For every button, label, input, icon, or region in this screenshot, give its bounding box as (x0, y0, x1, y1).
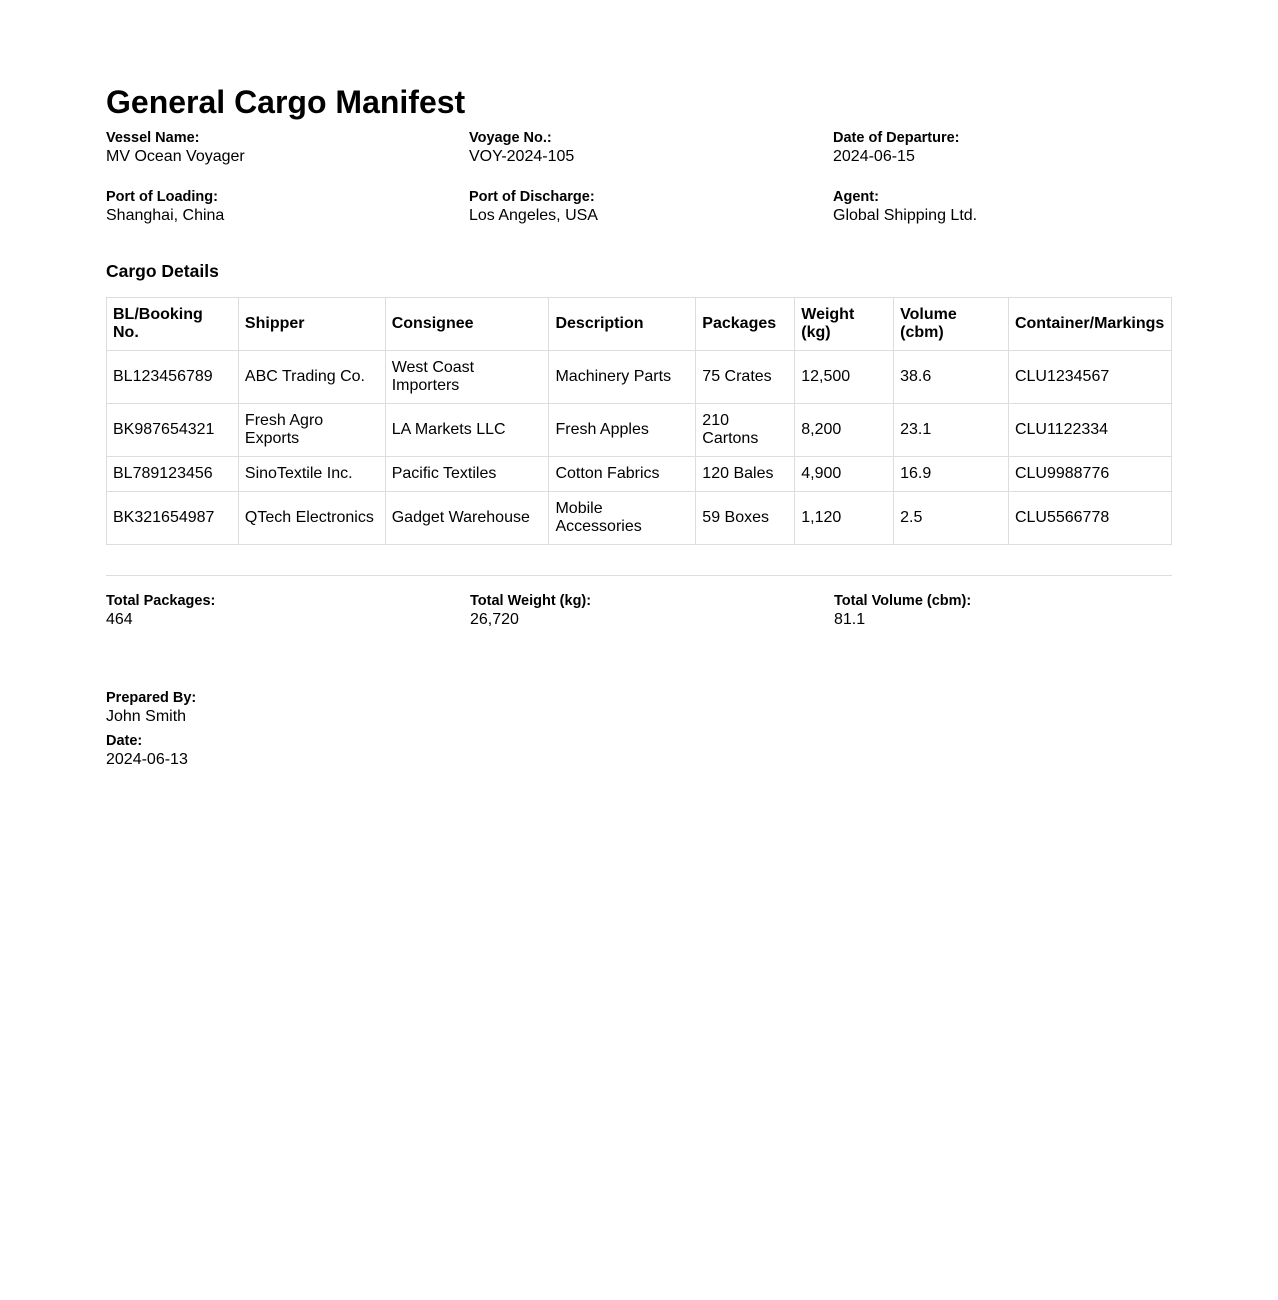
total-packages (106, 592, 470, 629)
table-cell: 210 Cartons (696, 404, 795, 457)
table-cell: Machinery Parts (549, 351, 696, 404)
table-cell: Mobile Accessories (549, 492, 696, 545)
total-value: 464 (106, 611, 133, 628)
table-cell: 1,120 (795, 492, 894, 545)
column-header: Container/Markings (1008, 298, 1171, 351)
table-row (107, 457, 1172, 492)
column-header: BL/Booking No. (107, 298, 239, 351)
table-cell: West Coast Importers (385, 351, 549, 404)
column-header: Description (549, 298, 696, 351)
prepared-by (106, 689, 1172, 726)
voyage-info (106, 129, 1172, 247)
table-cell: Gadget Warehouse (385, 492, 549, 545)
table-cell: 120 Bales (696, 457, 795, 492)
table-cell: BK321654987 (107, 492, 239, 545)
field-value: Shanghai, China (106, 207, 225, 224)
table-cell: Pacific Textiles (385, 457, 549, 492)
departure-date-field (833, 129, 1172, 166)
table-cell: 75 Crates (696, 351, 795, 404)
table-header-row (107, 298, 1172, 351)
table-cell: ABC Trading Co. (238, 351, 385, 404)
table-cell: 4,900 (795, 457, 894, 492)
table-cell: QTech Electronics (238, 492, 385, 545)
agent-field (833, 188, 1172, 225)
table-row (107, 351, 1172, 404)
total-weight (470, 592, 834, 629)
field-value: Los Angeles, USA (469, 207, 598, 224)
table-cell: CLU5566778 (1008, 492, 1171, 545)
section-divider (106, 575, 1172, 576)
table-cell: BL789123456 (107, 457, 239, 492)
field-value: VOY-2024-105 (469, 148, 575, 165)
table-cell: 59 Boxes (696, 492, 795, 545)
table-cell: 38.6 (894, 351, 1009, 404)
table-cell: 2.5 (894, 492, 1009, 545)
date-label: Date: (106, 733, 143, 749)
total-label: Total Volume (cbm): (834, 593, 972, 609)
prepared-by-label: Prepared By: (106, 690, 197, 706)
column-header: Consignee (385, 298, 549, 351)
field-label: Vessel Name: (106, 130, 200, 146)
vessel-name-field (106, 129, 469, 166)
table-cell: CLU9988776 (1008, 457, 1171, 492)
column-header: Volume (cbm) (894, 298, 1009, 351)
table-cell: Fresh Apples (549, 404, 696, 457)
field-value: 2024-06-15 (833, 148, 915, 165)
date-value: 2024-06-13 (106, 751, 188, 768)
table-cell: LA Markets LLC (385, 404, 549, 457)
total-value: 26,720 (470, 611, 519, 628)
table-cell: Cotton Fabrics (549, 457, 696, 492)
voyage-no-field (469, 129, 833, 166)
column-header: Weight (kg) (795, 298, 894, 351)
port-of-loading-field (106, 188, 469, 225)
table-cell: 23.1 (894, 404, 1009, 457)
signoff-date (106, 732, 1172, 769)
port-of-discharge-field (469, 188, 833, 225)
table-cell: 16.9 (894, 457, 1009, 492)
total-label: Total Weight (kg): (470, 593, 592, 609)
table-cell: 12,500 (795, 351, 894, 404)
table-row (107, 404, 1172, 457)
table-cell: CLU1122334 (1008, 404, 1171, 457)
prepared-by-value: John Smith (106, 708, 187, 725)
table-row (107, 492, 1172, 545)
field-label: Agent: (833, 189, 879, 205)
signoff-section (106, 689, 1172, 769)
totals-section (106, 592, 1172, 651)
column-header: Shipper (238, 298, 385, 351)
field-value: MV Ocean Voyager (106, 148, 245, 165)
page-title: General Cargo Manifest (106, 84, 466, 120)
total-volume (834, 592, 1172, 629)
cargo-details-heading: Cargo Details (106, 261, 219, 281)
manifest-page (106, 80, 1172, 775)
field-label: Port of Discharge: (469, 189, 595, 205)
cargo-table (106, 297, 1172, 545)
field-label: Port of Loading: (106, 189, 218, 205)
column-header: Packages (696, 298, 795, 351)
field-value: Global Shipping Ltd. (833, 207, 978, 224)
field-label: Voyage No.: (469, 130, 552, 146)
table-cell: Fresh Agro Exports (238, 404, 385, 457)
table-cell: 8,200 (795, 404, 894, 457)
field-label: Date of Departure: (833, 130, 960, 146)
table-cell: BL123456789 (107, 351, 239, 404)
table-cell: CLU1234567 (1008, 351, 1171, 404)
total-label: Total Packages: (106, 593, 216, 609)
table-cell: BK987654321 (107, 404, 239, 457)
total-value: 81.1 (834, 611, 866, 628)
table-cell: SinoTextile Inc. (238, 457, 385, 492)
